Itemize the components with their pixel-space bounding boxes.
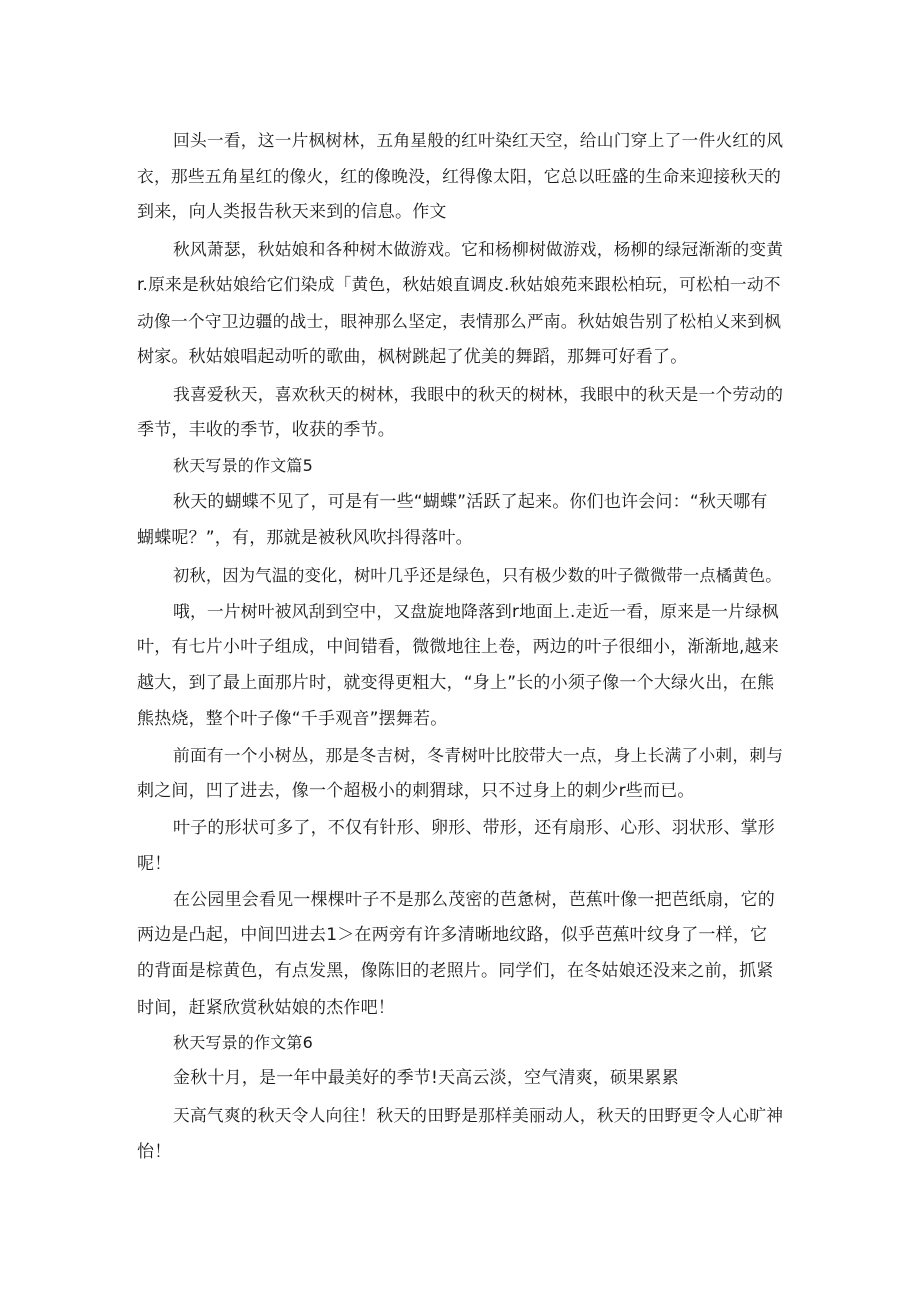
paragraph-line: 树家。秋姑娘唱起动听的歌曲，枫树跳起了优美的舞蹈，那舞可好看了。: [137, 347, 688, 367]
paragraph-line: 我喜爱秋天，喜欢秋天的树林，我眼中的秋天的树林，我眼中的秋天是一个劳动的: [173, 384, 784, 404]
paragraph-line: 的背面是棕黄色，有点发黑，像陈旧的老照片。同学们，在冬姑娘还没来之前，抓紧: [137, 961, 774, 981]
paragraph-line: 前面有一个小树丛，那是冬吉树，冬青树叶比胶带大一点，身上长满了小刺，刺与: [173, 745, 784, 765]
paragraph-line: 怡！: [137, 1142, 172, 1162]
paragraph-line: 时间，赶紧欣赏秋姑娘的杰作吧！: [137, 998, 395, 1018]
paragraph-line: 回头一看，这一片枫树林，五角星般的红叶染红天空，给山门穿上了一件火红的风: [173, 130, 784, 150]
paragraph-line: 熊热烧，整个叶子像“千手观音”摆舞若。: [137, 709, 448, 729]
paragraph-line: 初秋，因为气温的变化，树叶几乎还是绿色，只有极少数的叶子微微带一点橘黄色。: [173, 566, 782, 585]
paragraph-line: 秋风萧瑟，秋姑娘和各种树木做游戏。它和杨柳树做游戏，杨柳的绿冠渐渐的变黄: [173, 239, 784, 259]
paragraph-line: 在公园里会看见一棵棵叶子不是那么茂密的芭惫树，芭蕉叶像一把芭纸扇，它的: [173, 890, 775, 910]
paragraph-line: 动像一个守卫边疆的战士，眼神那么坚定，表情那么严南。秋姑娘告别了松柏乂来到枫: [137, 311, 782, 331]
paragraph-line: 哦，一片树叶被风刮到空中，又盘旋地降落到r地面上.走近一看，原来是一片绿枫: [173, 601, 779, 621]
paragraph-line: 越大，到了最上面那片时，就变得更粗大，“身上”长的小须子像一个大绿火出，在熊: [137, 673, 775, 693]
paragraph-line: 两边是凸起，中间凹进去1＞在两旁有许多清晰地纹路，似乎芭蕉叶纹身了一样，它: [137, 925, 768, 945]
paragraph-line: 叶，有七片小叶子组成，中间错看，微微地往上卷，两边的叶子很细小，渐渐地,越来: [137, 637, 780, 657]
paragraph-line: 天高气爽的秋天令人向往！秋天的田野是那样美丽动人，秋天的田野更令人心旷神: [173, 1105, 784, 1125]
paragraph-line: 呢！: [137, 854, 172, 874]
paragraph-line: r.原来是秋姑娘给它们染成「黄色，秋姑娘直调皮.秋姑娘苑来跟松柏玩，可松柏一动不: [137, 274, 781, 294]
paragraph-line: 到来，向人类报告秋天来到的信息。作文: [137, 202, 447, 222]
paragraph-line: 刺之间，凹了进去，像一个超极小的刺猬球，只不过身上的刺少r些而已。: [137, 781, 695, 801]
paragraph-line: 秋天的蝴蝶不见了，可是有一些“蝴蝶”活跃了起来。你们也许会问：“秋天哪有: [173, 492, 768, 512]
paragraph-line: 叶子的形状可多了，不仅有针形、卵形、带形，还有扇形、心形、羽状形、掌形: [173, 818, 775, 838]
section-heading: 秋天写景的作文第6: [173, 1033, 313, 1052]
section-heading: 秋天写景的作文篇5: [173, 456, 313, 475]
paragraph-line: 蝴蝶呢？”，有，那就是被秋风吹抖得落叶。: [137, 528, 473, 548]
paragraph-line: 季节，丰收的季节，收获的季节。: [137, 420, 395, 440]
paragraph-line: 金秋十月，是一年中最美好的季节!天高云淡，空气清爽，硕果累累: [173, 1068, 679, 1088]
paragraph-line: 衣，那些五角星红的像火，红的像晚没，红得像太阳，它总以旺盛的生命来迎接秋天的: [137, 166, 782, 186]
